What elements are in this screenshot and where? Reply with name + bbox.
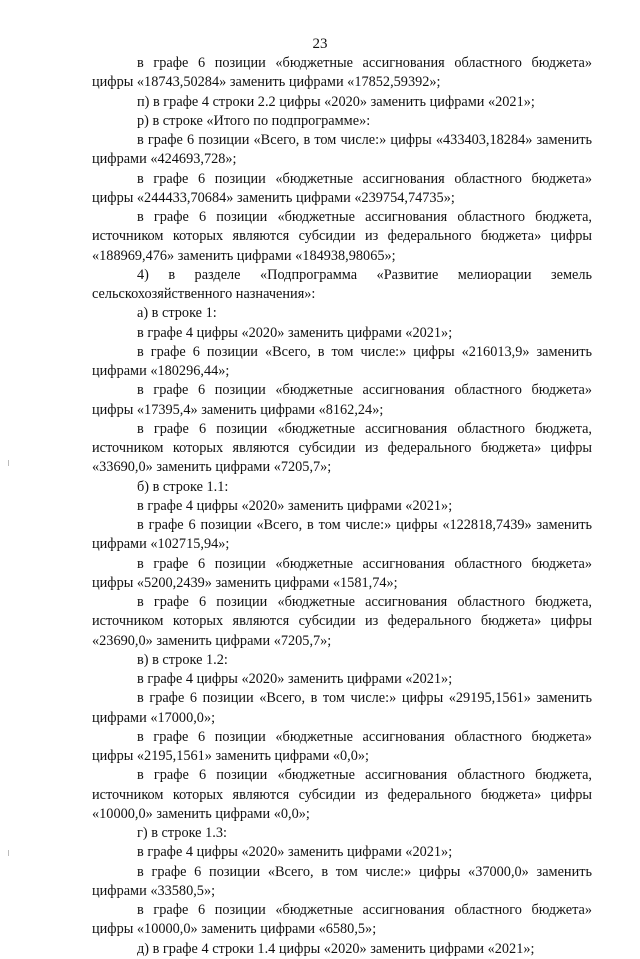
paragraph: в графе 6 позиции «бюджетные ассигнования областного бюджета» цифры «17395,4» заменить цифрами «8162,24»; xyxy=(92,382,592,418)
paragraph: в графе 6 позиции «бюджетные ассигнования областного бюджета» цифры «5200,2439» заменить цифрами «1581,74»; xyxy=(92,555,592,591)
paragraph: в графе 6 позиции «Всего, в том числе:» цифры «122818,7439» заменить цифрами «102715,94»; xyxy=(92,517,592,553)
paragraph: б) в строке 1.1: xyxy=(137,478,229,495)
paragraph: в графе 6 позиции «бюджетные ассигнования областного бюджета» цифры «244433,70684» заменить цифрами «239754,74735»; xyxy=(92,170,592,206)
paragraph: в графе 6 позиции «бюджетные ассигнования областного бюджета, источником которых являются субсидии из федерального бюджета» цифры «188969,476» заменить цифрами «184938,98065»; xyxy=(92,209,592,264)
paragraph: в графе 6 позиции «Всего, в том числе:» цифры «37000,0» заменить цифрами «33580,5»; xyxy=(92,863,592,899)
paragraph: в) в строке 1.2: xyxy=(137,651,228,668)
paragraph: в графе 6 позиции «бюджетные ассигнования областного бюджета» цифры «10000,0» заменить цифрами «6580,5»; xyxy=(92,902,592,938)
paragraph: в графе 4 цифры «2020» заменить цифрами «2021»; xyxy=(137,671,453,687)
paragraph: 4) в разделе «Подпрограмма «Развитие мелиорации земель сельскохозяйственного назначения»: xyxy=(92,266,592,302)
paragraph: а) в строке 1: xyxy=(137,305,217,322)
paragraph: в графе 4 цифры «2020» заменить цифрами «2021»; xyxy=(137,844,453,861)
paragraph: в графе 6 позиции «бюджетные ассигнования областного бюджета» цифры «18743,50284» заменить цифрами «17852,59392»; xyxy=(92,55,592,91)
paragraph: р) в строке «Итого по подпрограмме»: xyxy=(137,112,371,129)
paragraph: г) в строке 1.3: xyxy=(137,825,227,841)
paragraph: в графе 6 позиции «бюджетные ассигнования областного бюджета, источником которых являются субсидии из федерального бюджета» цифры «10000,0» заменить цифрами «0,0»; xyxy=(92,767,592,822)
paragraph: в графе 6 позиции «Всего, в том числе:» цифры «433403,18284» заменить цифрами «424693,728»; xyxy=(92,132,592,168)
scan-speck xyxy=(8,850,9,856)
paragraph: п) в графе 4 строки 2.2 цифры «2020» заменить цифрами «2021»; xyxy=(137,93,535,110)
paragraph: в графе 6 позиции «Всего, в том числе:» цифры «216013,9» заменить цифрами «180296,44»; xyxy=(92,343,592,379)
paragraph: в графе 6 позиции «бюджетные ассигнования областного бюджета» цифры «2195,1561» заменить цифрами «0,0»; xyxy=(92,728,592,764)
paragraph: в графе 6 позиции «бюджетные ассигнования областного бюджета, источником которых являются субсидии из федерального бюджета» цифры «23690,0» заменить цифрами «7205,7»; xyxy=(92,594,592,649)
paragraph: в графе 6 позиции «бюджетные ассигнования областного бюджета, источником которых являются субсидии из федерального бюджета» цифры «33690,0» заменить цифрами «7205,7»; xyxy=(92,420,592,476)
document-body xyxy=(92,54,592,959)
page-number: 23 xyxy=(312,36,328,52)
paragraph: в графе 4 цифры «2020» заменить цифрами «2021»; xyxy=(137,324,453,341)
paragraph: в графе 4 цифры «2020» заменить цифрами «2021»; xyxy=(137,497,453,514)
paragraph: д) в графе 4 строки 1.4 цифры «2020» заменить цифрами «2021»; xyxy=(137,940,535,957)
paragraph: в графе 6 позиции «Всего, в том числе:» цифры «29195,1561» заменить цифрами «17000,0»; xyxy=(92,690,592,726)
scan-speck xyxy=(8,460,9,466)
